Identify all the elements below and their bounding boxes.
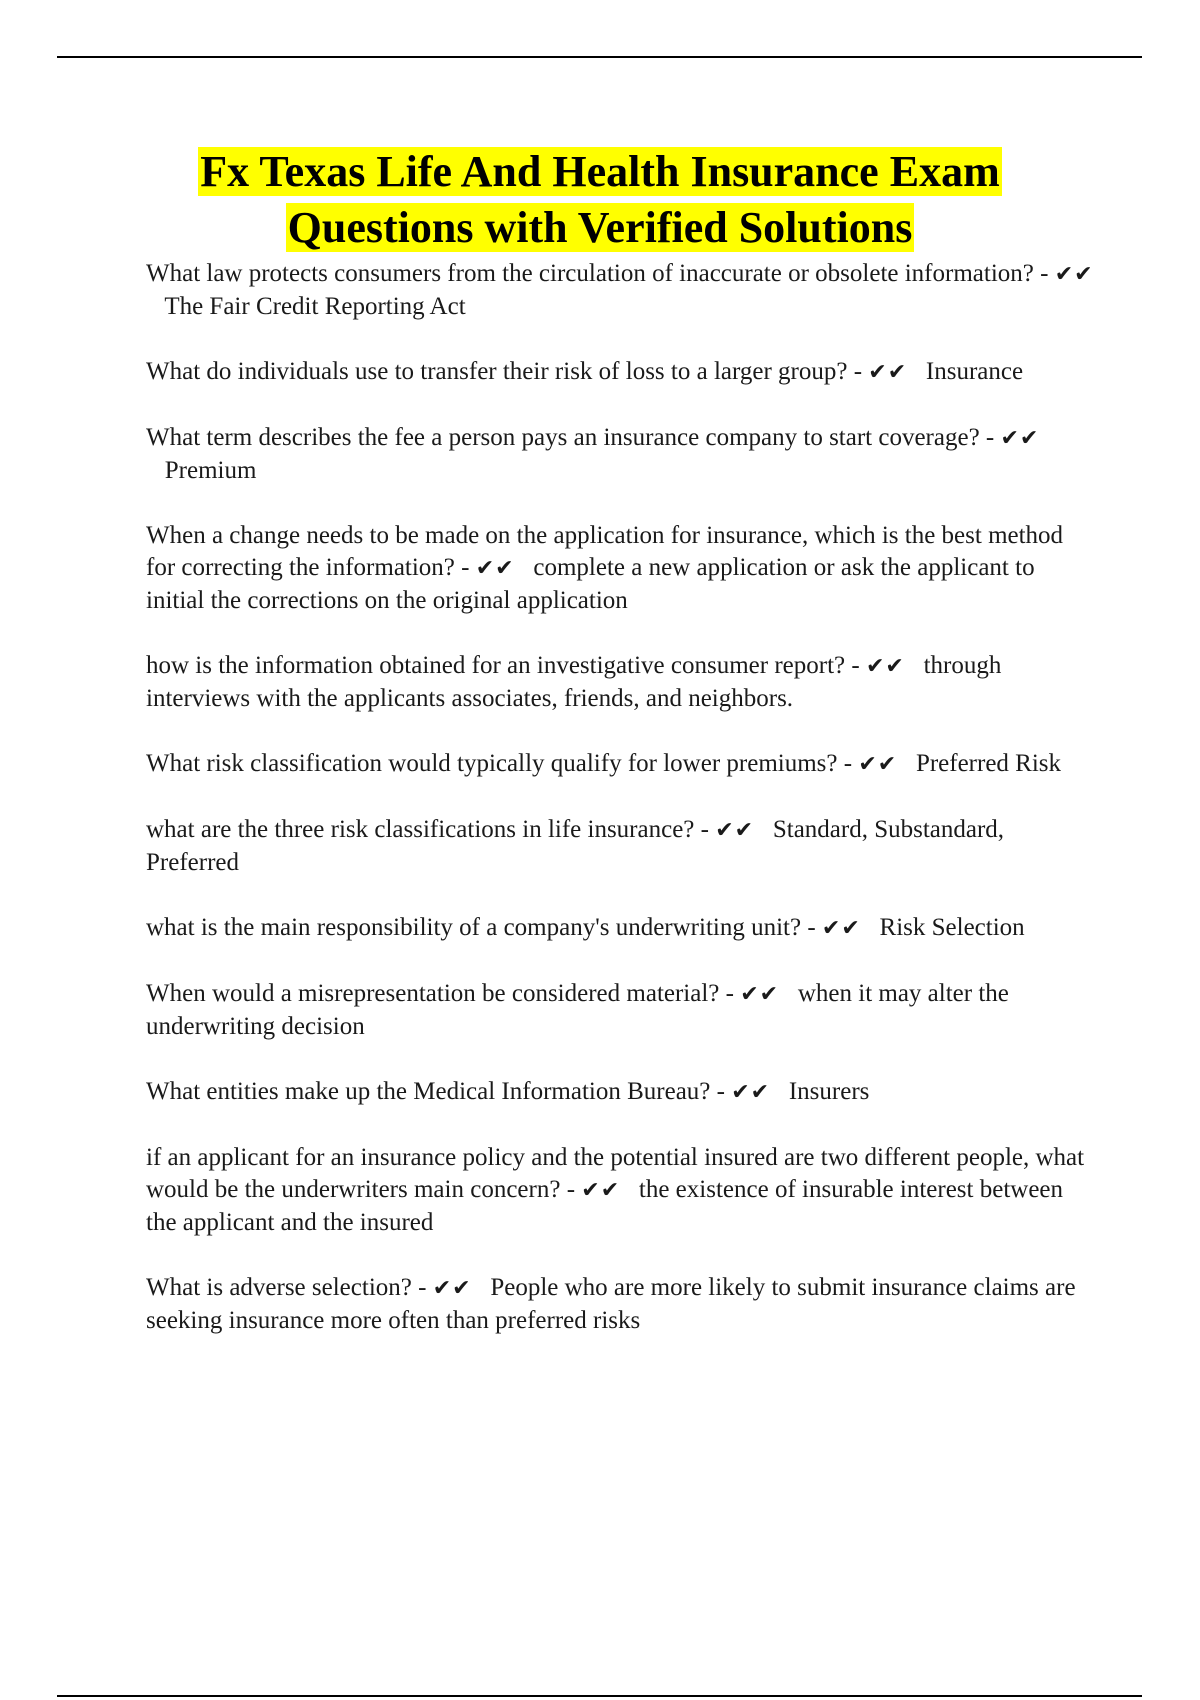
qa-item [146, 978, 1096, 1043]
question-text: how is the information obtained for an investigative consumer report? [146, 652, 846, 679]
separator: - [454, 554, 476, 581]
question-text: What do individuals use to transfer their risk of loss to a larger group? [146, 358, 848, 385]
check-mark-icon: ✔✔ [868, 360, 908, 385]
question-text: What term describes the fee a person pays an insurance company to start coverage? [146, 424, 980, 451]
separator: - [710, 1078, 732, 1105]
qa-item [146, 748, 1096, 781]
qa-item [146, 1142, 1096, 1239]
qa-item [146, 1076, 1096, 1109]
check-mark-icon: ✔✔ [731, 1080, 771, 1105]
question-text: what is the main responsibility of a company's underwriting unit? [146, 914, 802, 941]
qa-item [146, 520, 1096, 617]
qa-list [146, 258, 1096, 1370]
qa-item [146, 356, 1096, 389]
answer-text: the existence of insurable interest between the applicant and the insured [146, 1176, 1064, 1236]
qa-item [146, 814, 1096, 879]
answer-text: Insurers [788, 1078, 870, 1105]
answer-text: Insurance [925, 358, 1024, 385]
check-mark-icon: ✔✔ [475, 556, 515, 581]
question-text: What risk classification would typically qualify for lower premiums? [146, 750, 838, 777]
bottom-rule [57, 1695, 1142, 1697]
separator: - [560, 1176, 582, 1203]
question-text: what are the three risk classifications in life insurance? [146, 816, 695, 843]
check-mark-icon: ✔✔ [858, 752, 898, 777]
question-text: What is adverse selection? [146, 1274, 412, 1301]
separator: - [837, 750, 859, 777]
answer-text: Risk Selection [879, 914, 1025, 941]
check-mark-icon: ✔✔ [865, 654, 905, 679]
question-text: When would a misrepresentation be considered material? [146, 980, 720, 1007]
question-text: What law protects consumers from the circulation of inaccurate or obsolete information? [146, 260, 1034, 287]
answer-text: Standard, Substandard, Preferred [146, 816, 1005, 876]
qa-item [146, 258, 1096, 323]
separator: - [979, 424, 1001, 451]
separator: - [694, 816, 716, 843]
answer-text: complete a new application or ask the applicant to initial the corrections on the original application [146, 554, 1035, 614]
answer-text: Preferred Risk [915, 750, 1062, 777]
title-line-2: Questions with Verified Solutions [287, 203, 913, 252]
separator: - [847, 358, 869, 385]
answer-text: Premium [164, 457, 257, 484]
check-mark-icon: ✔✔ [432, 1276, 472, 1301]
separator: - [801, 914, 822, 941]
qa-item [146, 650, 1096, 715]
check-mark-icon: ✔✔ [581, 1178, 621, 1203]
title-line-1: Fx Texas Life And Health Insurance Exam [200, 147, 1000, 196]
check-mark-icon: ✔✔ [740, 982, 780, 1007]
check-mark-icon: ✔✔ [821, 916, 861, 941]
answer-text: when it may alter the underwriting decision [146, 980, 1009, 1040]
qa-item [146, 1272, 1096, 1337]
separator: - [411, 1274, 433, 1301]
question-text: What entities make up the Medical Information Bureau? [146, 1078, 711, 1105]
check-mark-icon: ✔✔ [1054, 262, 1094, 287]
question-text: When a change needs to be made on the application for insurance, which is the best method for correcting the information? [146, 522, 1064, 581]
separator: - [845, 652, 866, 679]
check-mark-icon: ✔✔ [715, 818, 755, 843]
answer-text: through interviews with the applicants associates, friends, and neighbors. [146, 652, 1002, 712]
answer-text: People who are more likely to submit insurance claims are seeking insurance more often than preferred risks [146, 1274, 1076, 1334]
check-mark-icon: ✔✔ [1000, 426, 1040, 451]
separator: - [719, 980, 741, 1007]
qa-item [146, 912, 1096, 945]
separator: - [1033, 260, 1055, 287]
qa-item [146, 422, 1096, 487]
question-text: if an applicant for an insurance policy and the potential insured are two different people, what would be the underwriters main concern? [146, 1144, 1085, 1203]
answer-text: The Fair Credit Reporting Act [164, 293, 466, 320]
top-rule [57, 56, 1142, 58]
document-title [60, 144, 1140, 256]
